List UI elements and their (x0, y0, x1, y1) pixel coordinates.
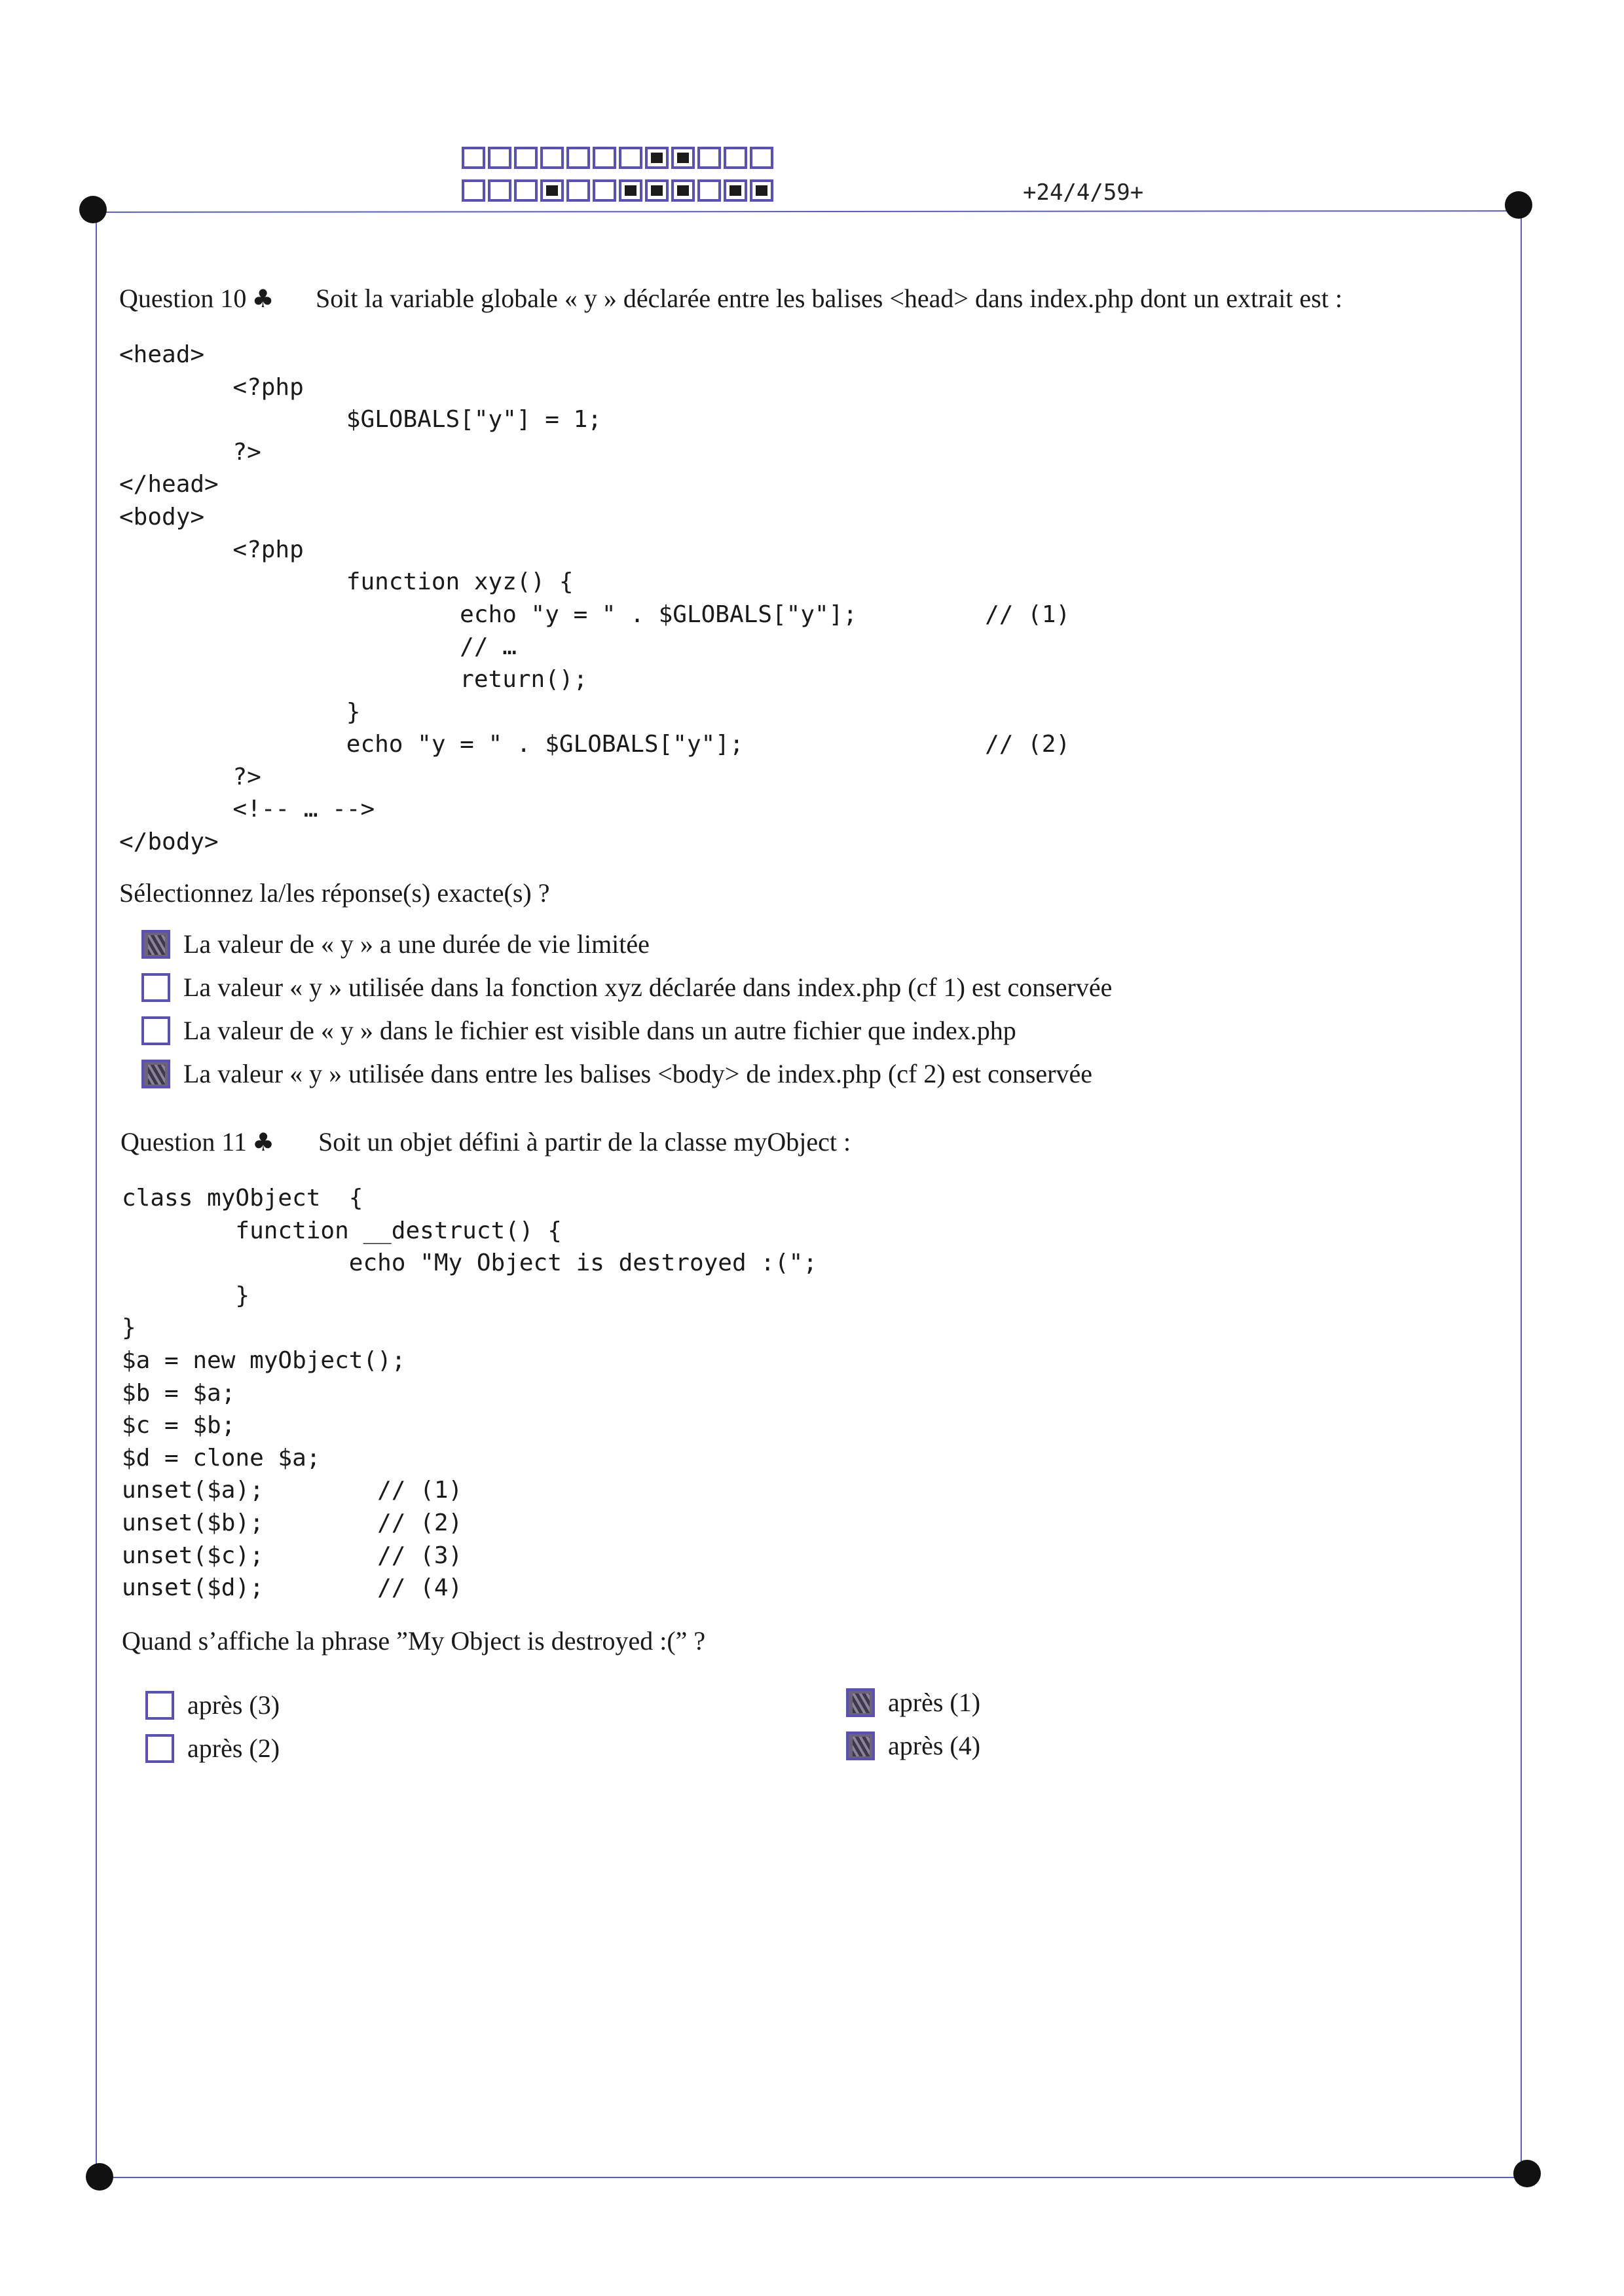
page-id: +24/4/59+ (1023, 179, 1144, 206)
code-box (593, 147, 616, 169)
q11-answer-after-4[interactable] (846, 1730, 980, 1761)
answer-label: après (1) (888, 1688, 981, 1717)
frame-right (1521, 211, 1522, 2176)
code-box (645, 147, 669, 169)
checkbox[interactable] (141, 1016, 170, 1045)
code-block-q10: <head> <?php $GLOBALS["y"] = 1; ?> </head> <body> <?php function xyz() { echo "y = " . $GLOBALS["y"]; // (1) // … return(); } echo "y = " . $GLOBALS["y"]; // (2) ?> <!-- … --> </body> (119, 341, 1071, 855)
club-icon: ♣ (251, 284, 274, 313)
code-box (724, 179, 747, 202)
answer-label: après (4) (888, 1731, 981, 1760)
code-box (724, 147, 747, 169)
code-box (619, 147, 642, 169)
answer-label: après (2) (187, 1733, 280, 1763)
q11-answer-after-1[interactable] (846, 1687, 980, 1718)
code-box (514, 147, 538, 169)
code-box (462, 179, 485, 202)
code-box (462, 147, 485, 169)
frame-left (96, 211, 97, 2178)
code-box (750, 179, 773, 202)
code-box (697, 147, 721, 169)
code-box (566, 179, 590, 202)
code-box (750, 147, 773, 169)
corner-mark-top-left (79, 196, 107, 223)
checkbox-checked[interactable] (846, 1731, 875, 1760)
code-box (645, 179, 669, 202)
corner-mark-bottom-right (1513, 2160, 1541, 2187)
answer-label: La valeur « y » utilisée dans la fonction xyz déclarée dans index.php (cf 1) est conservée (183, 972, 1113, 1002)
q11-answer-after-3[interactable] (145, 1690, 280, 1720)
answer-label: après (3) (187, 1690, 280, 1720)
checkbox-checked[interactable] (141, 1060, 170, 1088)
q11-answer-after-2[interactable] (145, 1733, 280, 1764)
code-box (671, 147, 695, 169)
binary-code-row-2 (462, 179, 776, 202)
code-box (593, 179, 616, 202)
question-10-header (119, 283, 1342, 314)
code-box (514, 179, 538, 202)
code-box (488, 147, 511, 169)
answer-label: La valeur de « y » a une durée de vie limitée (183, 929, 650, 959)
question-title: Question 10 (119, 284, 247, 313)
code-box (540, 147, 564, 169)
answer-label: La valeur de « y » dans le fichier est visible dans un autre fichier que index.php (183, 1016, 1016, 1045)
question-11-header (120, 1126, 851, 1157)
question-text: Soit la variable globale « y » déclarée entre les balises <head> dans index.php dont un extrait est : (316, 284, 1342, 313)
code-box (488, 179, 511, 202)
q10-answer-2[interactable] (141, 972, 1112, 1003)
code-block-q11: class myObject { function __destruct() { echo "My Object is destroyed :("; } } $a = new myObject(); $b = $a; $c = $b; $d = clone $a; unset($a); // (1) unset($b); // (2) unset($c); // (3) unset($d); // (4) (122, 1185, 818, 1602)
frame-top (94, 210, 1521, 213)
q10-answer-1[interactable] (141, 929, 650, 959)
code-box (566, 147, 590, 169)
checkbox[interactable] (141, 973, 170, 1002)
code-box (619, 179, 642, 202)
checkbox[interactable] (145, 1734, 174, 1763)
q10-answer-3[interactable] (141, 1015, 1016, 1046)
binary-code-row-1 (462, 147, 776, 169)
corner-mark-bottom-left (86, 2163, 113, 2191)
checkbox-checked[interactable] (846, 1688, 875, 1717)
q10-answer-4[interactable] (141, 1058, 1092, 1089)
answer-prompt: Sélectionnez la/les réponse(s) exacte(s) ? (119, 878, 550, 908)
code-box (697, 179, 721, 202)
club-icon: ♣ (251, 1128, 275, 1157)
code-box (671, 179, 695, 202)
checkbox-checked[interactable] (141, 930, 170, 959)
checkbox[interactable] (145, 1691, 174, 1720)
question-title: Question 11 (120, 1127, 247, 1157)
question-text: Soit un objet défini à partir de la classe myObject : (318, 1127, 851, 1157)
answer-label: La valeur « y » utilisée dans entre les balises <body> de index.php (cf 2) est conservée (183, 1059, 1093, 1088)
corner-mark-top-right (1505, 191, 1532, 219)
frame-bottom (101, 2177, 1528, 2178)
answer-prompt: Quand s’affiche la phrase ”My Object is destroyed :(” ? (122, 1626, 706, 1656)
code-box (540, 179, 564, 202)
